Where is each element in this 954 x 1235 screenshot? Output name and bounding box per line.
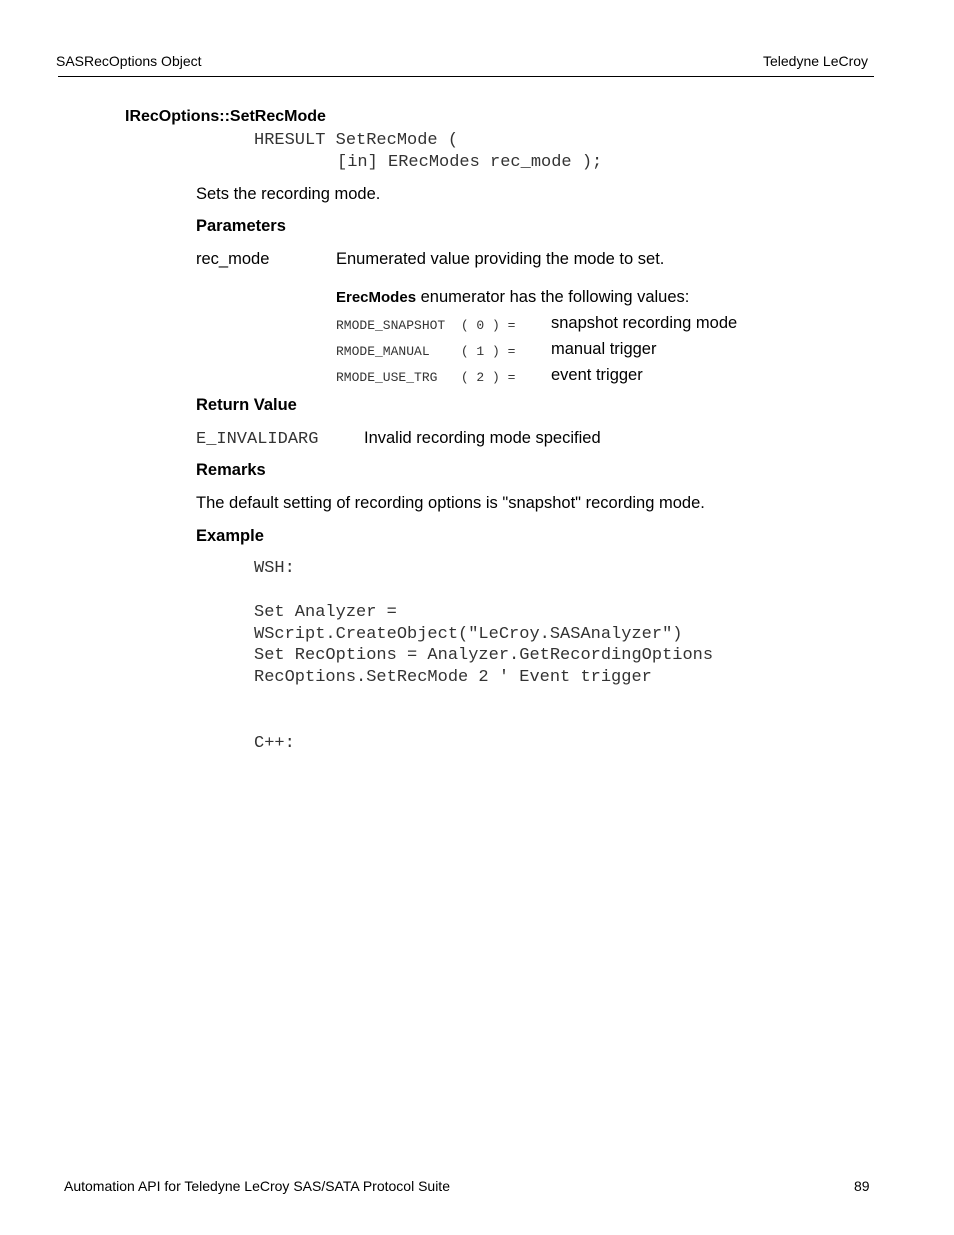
parameters-heading: Parameters bbox=[196, 217, 286, 235]
example-code-line: C++: bbox=[254, 734, 295, 753]
remarks-text: The default setting of recording options is "snapshot" recording mode. bbox=[196, 494, 705, 512]
example-code-line: Set RecOptions = Analyzer.GetRecordingOptions bbox=[254, 646, 714, 665]
method-title: IRecOptions::SetRecMode bbox=[125, 108, 326, 125]
footer-title: Automation API for Teledyne LeCroy SAS/SATA Protocol Suite bbox=[64, 1178, 450, 1194]
example-code-line: Set Analyzer = bbox=[254, 603, 397, 622]
header-rule bbox=[58, 76, 874, 77]
example-code-line: WScript.CreateObject("LeCroy.SASAnalyzer") bbox=[254, 625, 683, 644]
example-heading: Example bbox=[196, 527, 264, 545]
signature-line-1: HRESULT SetRecMode ( bbox=[254, 131, 459, 150]
example-code-line: WSH: bbox=[254, 559, 295, 578]
example-code-line: RecOptions.SetRecMode 2 ' Event trigger bbox=[254, 668, 652, 687]
return-code: E_INVALIDARG bbox=[196, 430, 319, 449]
enum-value-code: RMODE_SNAPSHOT ( 0 ) = bbox=[336, 318, 516, 333]
signature-line-2: [in] ERecModes rec_mode ); bbox=[337, 153, 603, 172]
enum-value-label: snapshot recording mode bbox=[551, 314, 738, 332]
return-description: Invalid recording mode specified bbox=[364, 429, 601, 447]
enum-value-label: manual trigger bbox=[551, 340, 657, 358]
enum-value-code: RMODE_MANUAL ( 1 ) = bbox=[336, 344, 516, 359]
param-description: Enumerated value providing the mode to set. bbox=[336, 250, 665, 268]
header-company: Teledyne LeCroy bbox=[763, 53, 869, 69]
enum-intro bbox=[336, 288, 689, 307]
method-description: Sets the recording mode. bbox=[196, 185, 381, 203]
enum-intro-text: enumerator has the following values: bbox=[416, 288, 690, 306]
header-title: SASRecOptions Object bbox=[56, 53, 202, 69]
page-number: 89 bbox=[854, 1178, 870, 1194]
enum-name: ErecModes bbox=[336, 289, 417, 306]
return-value-heading: Return Value bbox=[196, 396, 297, 414]
enum-value-code: RMODE_USE_TRG ( 2 ) = bbox=[336, 370, 516, 385]
enum-value-label: event trigger bbox=[551, 366, 643, 384]
param-name: rec_mode bbox=[196, 250, 270, 268]
remarks-heading: Remarks bbox=[196, 461, 266, 479]
